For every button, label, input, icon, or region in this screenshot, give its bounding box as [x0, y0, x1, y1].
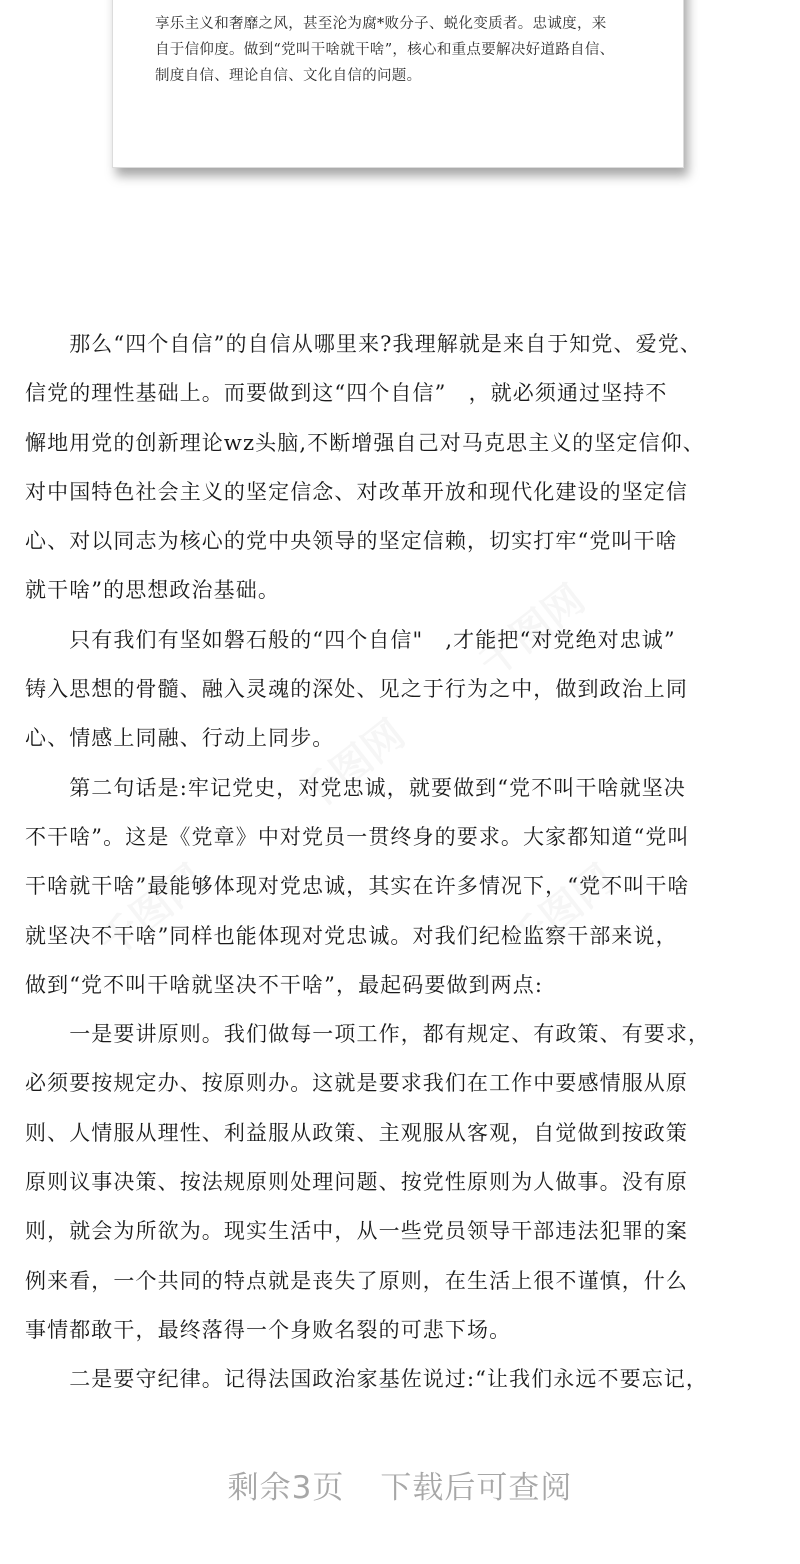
body-line: 铸入思想的骨髓、融入灵魂的深处、见之于行为之中，做到政治上同 — [25, 677, 688, 702]
quote-card-text — [155, 11, 655, 89]
watermark: 千图网 — [290, 711, 414, 822]
body-line: 信党的理性基础上。而要做到这“四个自信” ，就必须通过坚持不 — [25, 381, 668, 406]
body-line: 事情都敢干，最终落得一个身败名裂的可悲下场。 — [25, 1317, 512, 1342]
body-line: 一是要讲原则。我们做每一项工作，都有规定、有政策、有要求， — [25, 1022, 711, 1047]
body-line: 则，就会为所欲为。现实生活中，从一些党员领导干部违法犯罪的案 — [25, 1219, 688, 1244]
download-to-view-label[interactable]: 下载后可查阅 — [380, 1470, 573, 1506]
body-line: 那么“四个自信”的自信从哪里来?我理解就是来自于知党、爱党、 — [25, 332, 702, 356]
body-line: 例来看，一个共同的特点就是丧失了原则，在生活上很不谨慎，什么 — [25, 1268, 688, 1293]
quote-line: 享乐主义和奢靡之风，甚至沦为腐*败分子、蜕化变质者。忠诚度，来 — [155, 16, 607, 32]
quote-line: 制度自信、理论自信、文化自信的问题。 — [155, 68, 422, 84]
body-line: 干啥就干啥”最能够体现对党忠诚，其实在许多情况下，“党不叫干啥 — [25, 874, 690, 899]
watermark: 千图网 — [470, 576, 594, 687]
body-line: 就干啥”的思想政治基础。 — [25, 578, 280, 603]
quote-line: 自于信仰度。做到“党叫干啥就干啥”，核心和重点要解决好道路自信、 — [155, 42, 615, 58]
body-line: 做到“党不叫干啥就坚决不干啥”，最起码要做到两点: — [25, 972, 544, 997]
body-line: 二是要守纪律。记得法国政治家基佐说过:“让我们永远不要忘记， — [25, 1367, 709, 1392]
body-line: 必须要按规定办、按原则办。这就是要求我们在工作中要感情服从原 — [25, 1071, 688, 1096]
body-line: 对中国特色社会主义的坚定信念、对改革开放和现代化建设的坚定信 — [25, 479, 688, 504]
watermark: 千图网 — [90, 856, 214, 967]
body-line: 就坚决不干啥”同样也能体现对党忠诚。对我们纪检监察干部来说， — [25, 923, 678, 948]
watermark: 千图网 — [500, 856, 624, 967]
download-prompt[interactable] — [0, 1462, 800, 1507]
body-line: 原则议事决策、按法规原则处理问题、按党性原则为人做事。没有原 — [25, 1170, 688, 1195]
body-line: 第二句话是:牢记党史，对党忠诚，就要做到“党不叫干啥就坚决 — [25, 775, 686, 800]
remaining-pages-label: 剩余3页 — [227, 1470, 345, 1506]
body-line: 心、情感上同融、行动上同步。 — [25, 726, 335, 751]
body-line: 懈地用党的创新理论wz头脑,不断增强自己对马克思主义的坚定信仰、 — [25, 430, 705, 455]
body-line: 则、人情服从理性、利益服从政策、主观服从客观，自觉做到按政策 — [25, 1120, 688, 1145]
body-line: 只有我们有坚如磐石般的“四个自信" ,才能把“对党绝对忠诚” — [25, 627, 676, 652]
quote-card — [112, 0, 684, 168]
document-body — [25, 320, 777, 1405]
body-line: 心、对以同志为核心的党中央领导的坚定信赖，切实打牢“党叫干啥 — [25, 529, 678, 554]
body-line: 不干啥”。这是《党章》中对党员一贯终身的要求。大家都知道“党叫 — [25, 824, 690, 849]
